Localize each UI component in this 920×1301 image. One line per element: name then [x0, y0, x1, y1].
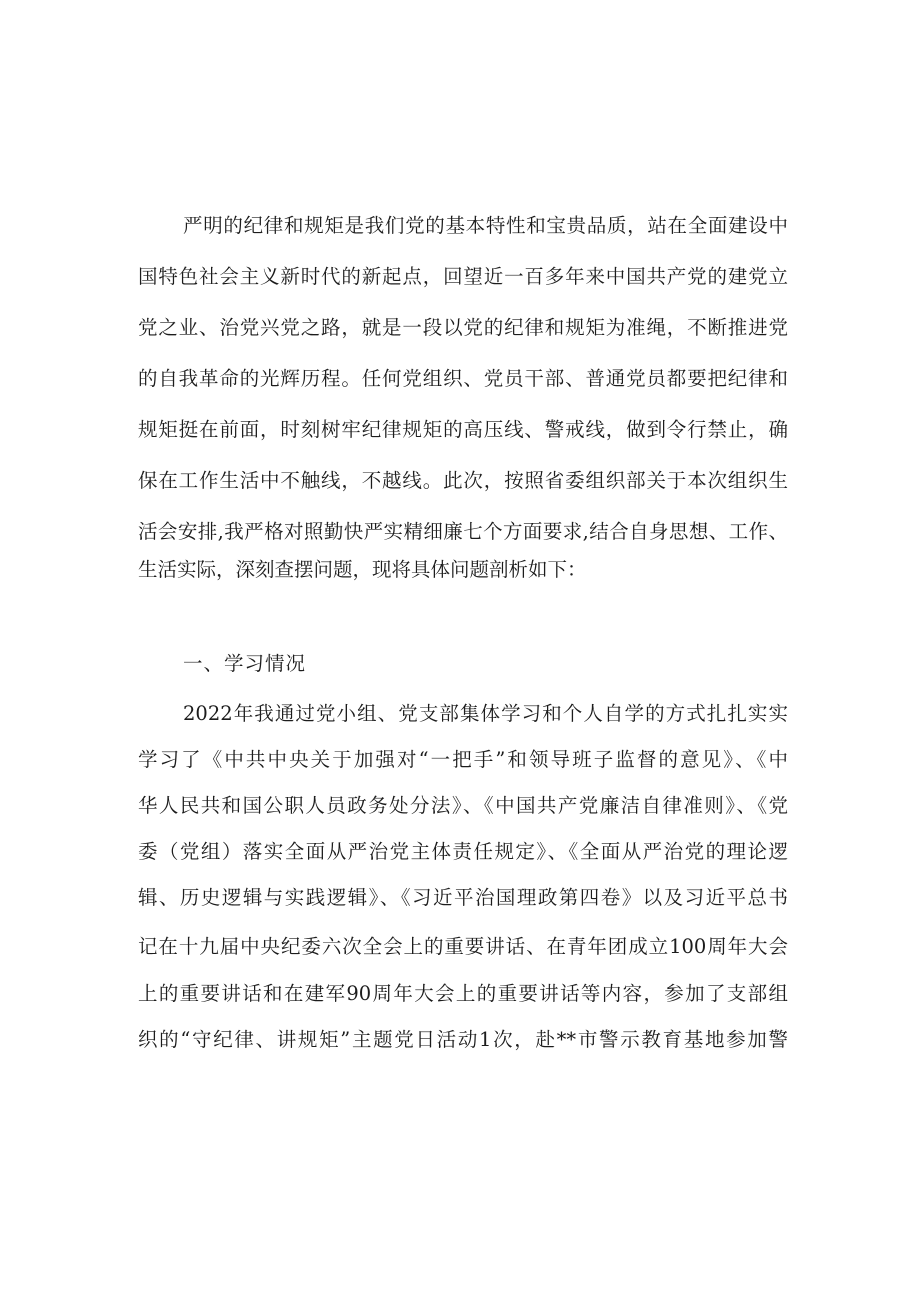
paragraph-line: 国特色社会主义新时代的新起点，回望近一百多年来中国共产党的建党立: [138, 265, 788, 288]
paragraph-line: 华人民共和国公职人员政务处分法》、《中国共产党廉洁自律准则》、《党: [138, 794, 788, 817]
paragraph-line: 的自我革命的光辉历程。任何党组织、党员干部、普通党员都要把纪律和: [138, 367, 788, 390]
paragraph-line: 上的重要讲话和在建军90周年大会上的重要讲话等内容，参加了支部组: [138, 982, 788, 1005]
section-heading: 一、学习情况: [183, 652, 307, 675]
paragraph-line: 严明的纪律和规矩是我们党的基本特性和宝贵品质，站在全面建设中: [183, 214, 788, 237]
paragraph-line: 规矩挺在前面，时刻树牢纪律规矩的高压线、警戒线，做到令行禁止，确: [138, 418, 788, 441]
paragraph-line: 记在十九届中央纪委六次全会上的重要讲话、在青年团成立100周年大会: [138, 935, 788, 958]
paragraph-line: 党之业、治党兴党之路，就是一段以党的纪律和规矩为准绳，不断推进党: [138, 316, 788, 339]
paragraph-line: 辑、历史逻辑与实践逻辑》、《习近平治国理政第四卷》以及习近平总书: [138, 886, 788, 909]
paragraph-line: 委（党组）落实全面从严治党主体责任规定》、《全面从严治党的理论逻: [138, 840, 788, 863]
paragraph-line: 生活实际，深刻查摆问题，现将具体问题剖析如下：: [138, 558, 587, 581]
paragraph-line: 保在工作生活中不触线，不越线。此次，按照省委组织部关于本次组织生: [138, 469, 788, 492]
paragraph-line: 活会安排,我严格对照勤快严实精细廉七个方面要求,结合自身思想、工作、: [138, 520, 788, 543]
paragraph-line: 织的“守纪律、讲规矩”主题党日活动1次，赴**市警示教育基地参加警: [138, 1028, 788, 1051]
paragraph-line: 2022年我通过党小组、党支部集体学习和个人自学的方式扎扎实实: [183, 702, 788, 725]
paragraph-line: 学习了《中共中央关于加强对“一把手”和领导班子监督的意见》、《中: [138, 748, 788, 771]
